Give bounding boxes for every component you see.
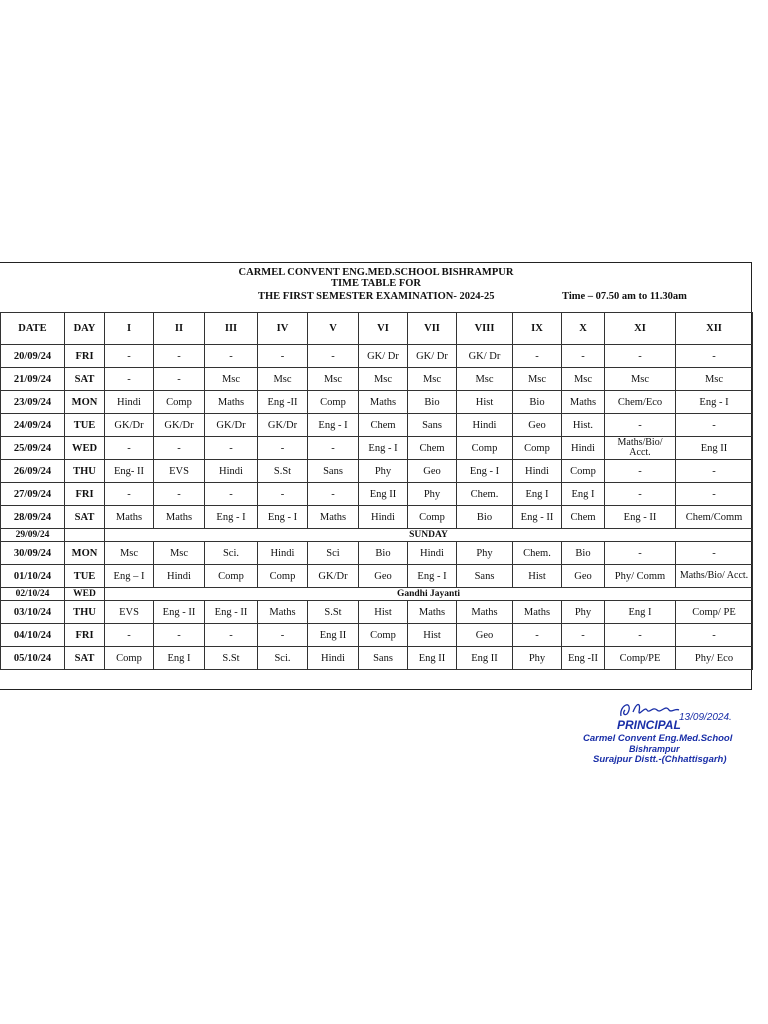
subject-cell: Eng - I <box>457 460 513 483</box>
date-cell: 26/09/24 <box>1 460 65 483</box>
subject-cell: Geo <box>408 460 457 483</box>
subject-cell: - <box>154 437 205 460</box>
column-header: IX <box>513 313 562 345</box>
subject-cell: - <box>308 483 359 506</box>
subject-cell: Phy <box>457 542 513 565</box>
subject-cell: S.St <box>205 647 258 670</box>
subject-cell: - <box>676 460 753 483</box>
subject-cell: - <box>605 542 676 565</box>
subject-cell: Sci. <box>258 647 308 670</box>
day-cell: TUE <box>65 414 105 437</box>
timetable-sheet <box>0 262 752 690</box>
subject-cell: Phy <box>359 460 408 483</box>
subject-cell: Msc <box>258 368 308 391</box>
subject-cell: - <box>258 483 308 506</box>
day-cell <box>65 529 105 542</box>
table-row <box>1 368 753 391</box>
subject-cell: Eng - II <box>513 506 562 529</box>
subject-cell: - <box>308 437 359 460</box>
column-header: VI <box>359 313 408 345</box>
subject-cell: Eng II <box>457 647 513 670</box>
date-cell: 20/09/24 <box>1 345 65 368</box>
subject-cell: S.St <box>308 601 359 624</box>
day-cell: FRI <box>65 483 105 506</box>
subject-cell: Msc <box>605 368 676 391</box>
subject-cell: - <box>605 460 676 483</box>
table-row <box>1 565 753 588</box>
subject-cell: Msc <box>154 542 205 565</box>
subject-cell: - <box>605 345 676 368</box>
subject-cell: Geo <box>457 624 513 647</box>
holiday-label: SUNDAY <box>105 529 753 542</box>
subject-cell: Eng I <box>154 647 205 670</box>
stamp-district: Surajpur Distt.-(Chhattisgarh) <box>593 754 727 765</box>
subject-cell: Hist <box>359 601 408 624</box>
subject-cell: - <box>605 624 676 647</box>
subject-cell: Msc <box>408 368 457 391</box>
subject-cell: Hist <box>513 565 562 588</box>
timetable-body <box>1 345 753 670</box>
subject-cell: GK/Dr <box>154 414 205 437</box>
subject-cell: Eng I <box>562 483 605 506</box>
stamp-place: Bishrampur <box>629 744 680 754</box>
subject-cell: Sci <box>308 542 359 565</box>
subject-cell: GK/ Dr <box>408 345 457 368</box>
subject-cell: Phy <box>562 601 605 624</box>
subject-cell: Bio <box>408 391 457 414</box>
day-cell: WED <box>65 588 105 601</box>
subject-cell: Chem. <box>457 483 513 506</box>
subject-cell: Chem <box>408 437 457 460</box>
subject-cell: Comp <box>457 437 513 460</box>
column-header: VIII <box>457 313 513 345</box>
subject-cell: Eng -II <box>258 391 308 414</box>
subject-cell: Bio <box>457 506 513 529</box>
subject-cell: - <box>105 624 154 647</box>
principal-title: PRINCIPAL <box>617 718 681 732</box>
subject-cell: Maths <box>258 601 308 624</box>
subject-cell: - <box>676 624 753 647</box>
timetable-subtitle: TIME TABLE FOR <box>330 278 422 289</box>
subject-cell: Comp <box>258 565 308 588</box>
header-row <box>1 313 753 345</box>
subject-cell: Hindi <box>205 460 258 483</box>
day-cell: SAT <box>65 647 105 670</box>
subject-cell: Hindi <box>154 565 205 588</box>
signature-date: 13/09/2024. <box>679 712 732 723</box>
subject-cell: - <box>676 542 753 565</box>
subject-cell: Comp <box>562 460 605 483</box>
subject-cell: - <box>258 624 308 647</box>
subject-cell: Comp/PE <box>605 647 676 670</box>
subject-cell: Msc <box>105 542 154 565</box>
day-cell: THU <box>65 460 105 483</box>
subject-cell: Eng - I <box>205 506 258 529</box>
subject-cell: Eng - I <box>676 391 753 414</box>
subject-cell: Bio <box>359 542 408 565</box>
subject-cell: - <box>105 368 154 391</box>
subject-cell: Geo <box>359 565 408 588</box>
subject-cell: Msc <box>676 368 753 391</box>
subject-cell: Maths <box>457 601 513 624</box>
holiday-row <box>1 529 753 542</box>
subject-cell: - <box>154 624 205 647</box>
date-cell: 04/10/24 <box>1 624 65 647</box>
day-cell: FRI <box>65 345 105 368</box>
subject-cell: Chem <box>359 414 408 437</box>
date-cell: 03/10/24 <box>1 601 65 624</box>
subject-cell: Eng - II <box>154 601 205 624</box>
column-header: XII <box>676 313 753 345</box>
subject-cell: Eng I <box>605 601 676 624</box>
subject-cell: - <box>205 483 258 506</box>
subject-cell: GK/Dr <box>105 414 154 437</box>
subject-cell: Maths <box>408 601 457 624</box>
subject-cell: - <box>605 483 676 506</box>
subject-cell: Bio <box>513 391 562 414</box>
subject-cell: - <box>205 345 258 368</box>
table-row <box>1 460 753 483</box>
subject-cell: GK/Dr <box>308 565 359 588</box>
day-cell: WED <box>65 437 105 460</box>
date-cell: 02/10/24 <box>1 588 65 601</box>
subject-cell: Phy/ Eco <box>676 647 753 670</box>
table-row <box>1 414 753 437</box>
subject-cell: - <box>154 345 205 368</box>
table-row <box>1 601 753 624</box>
subject-cell: Geo <box>562 565 605 588</box>
date-cell: 27/09/24 <box>1 483 65 506</box>
subject-cell: Maths/Bio/ Acct. <box>605 437 676 460</box>
subject-cell: Sci. <box>205 542 258 565</box>
subject-cell: Sans <box>408 414 457 437</box>
subject-cell: Comp <box>105 647 154 670</box>
subject-cell: Chem/Comm <box>676 506 753 529</box>
subject-cell: Eng II <box>308 624 359 647</box>
day-cell: THU <box>65 601 105 624</box>
subject-cell: Hindi <box>359 506 408 529</box>
subject-cell: Hindi <box>258 542 308 565</box>
subject-cell: Eng - I <box>359 437 408 460</box>
date-cell: 21/09/24 <box>1 368 65 391</box>
subject-cell: - <box>205 437 258 460</box>
subject-cell: Msc <box>359 368 408 391</box>
subject-cell: Comp <box>308 391 359 414</box>
subject-cell: Sans <box>457 565 513 588</box>
column-header: IV <box>258 313 308 345</box>
date-cell: 28/09/24 <box>1 506 65 529</box>
subject-cell: Phy <box>408 483 457 506</box>
holiday-label: Gandhi Jayanti <box>105 588 753 601</box>
column-header: V <box>308 313 359 345</box>
day-cell: TUE <box>65 565 105 588</box>
subject-cell: - <box>154 483 205 506</box>
subject-cell: - <box>605 414 676 437</box>
table-row <box>1 542 753 565</box>
exam-time: Time – 07.50 am to 11.30am <box>562 291 687 302</box>
subject-cell: Comp <box>408 506 457 529</box>
subject-cell: - <box>676 345 753 368</box>
subject-cell: - <box>205 624 258 647</box>
stamp-school: Carmel Convent Eng.Med.School <box>583 733 733 744</box>
date-cell: 30/09/24 <box>1 542 65 565</box>
subject-cell: Maths <box>308 506 359 529</box>
subject-cell: Chem/Eco <box>605 391 676 414</box>
subject-cell: Comp <box>205 565 258 588</box>
subject-cell: Maths <box>105 506 154 529</box>
day-cell: MON <box>65 542 105 565</box>
subject-cell: - <box>676 483 753 506</box>
subject-cell: Sans <box>359 647 408 670</box>
date-cell: 01/10/24 <box>1 565 65 588</box>
subject-cell: Maths <box>154 506 205 529</box>
subject-cell: - <box>513 624 562 647</box>
subject-cell: GK/Dr <box>205 414 258 437</box>
subject-cell: Eng - I <box>308 414 359 437</box>
column-header: III <box>205 313 258 345</box>
column-header: I <box>105 313 154 345</box>
subject-cell: Hindi <box>513 460 562 483</box>
subject-cell: Eng - II <box>205 601 258 624</box>
subject-cell: S.St <box>258 460 308 483</box>
subject-cell: Hindi <box>562 437 605 460</box>
subject-cell: - <box>308 345 359 368</box>
subject-cell: Eng II <box>359 483 408 506</box>
subject-cell: Maths <box>205 391 258 414</box>
column-header: DAY <box>65 313 105 345</box>
day-cell: SAT <box>65 368 105 391</box>
column-header: VII <box>408 313 457 345</box>
table-row <box>1 483 753 506</box>
subject-cell: EVS <box>154 460 205 483</box>
subject-cell: - <box>154 368 205 391</box>
date-cell: 24/09/24 <box>1 414 65 437</box>
subject-cell: Eng – I <box>105 565 154 588</box>
subject-cell: Phy/ Comm <box>605 565 676 588</box>
subject-cell: Msc <box>513 368 562 391</box>
table-row <box>1 647 753 670</box>
subject-cell: GK/ Dr <box>457 345 513 368</box>
subject-cell: Eng -II <box>562 647 605 670</box>
column-header: X <box>562 313 605 345</box>
subject-cell: Hindi <box>457 414 513 437</box>
date-cell: 29/09/24 <box>1 529 65 542</box>
subject-cell: Sans <box>308 460 359 483</box>
subject-cell: Eng - I <box>408 565 457 588</box>
column-header: DATE <box>1 313 65 345</box>
subject-cell: - <box>105 483 154 506</box>
subject-cell: Eng II <box>676 437 753 460</box>
table-row <box>1 437 753 460</box>
table-row <box>1 506 753 529</box>
subject-cell: Geo <box>513 414 562 437</box>
subject-cell: Comp <box>154 391 205 414</box>
table-row <box>1 624 753 647</box>
subject-cell: EVS <box>105 601 154 624</box>
subject-cell: Eng - I <box>258 506 308 529</box>
subject-cell: Msc <box>562 368 605 391</box>
subject-cell: Eng- II <box>105 460 154 483</box>
holiday-row <box>1 588 753 601</box>
column-header: XI <box>605 313 676 345</box>
subject-cell: Chem <box>562 506 605 529</box>
subject-cell: Hist. <box>562 414 605 437</box>
subject-cell: Eng I <box>513 483 562 506</box>
subject-cell: Hindi <box>408 542 457 565</box>
subject-cell: - <box>562 624 605 647</box>
subject-cell: Hist <box>457 391 513 414</box>
subject-cell: Maths <box>359 391 408 414</box>
subject-cell: Hist <box>408 624 457 647</box>
subject-cell: Phy <box>513 647 562 670</box>
subject-cell: - <box>258 345 308 368</box>
subject-cell: Eng - II <box>605 506 676 529</box>
subject-cell: Chem. <box>513 542 562 565</box>
subject-cell: Maths <box>562 391 605 414</box>
school-name: CARMEL CONVENT ENG.MED.SCHOOL BISHRAMPUR <box>238 267 514 278</box>
subject-cell: Comp <box>359 624 408 647</box>
subject-cell: Maths/Bio/ Acct. <box>676 565 753 588</box>
subject-cell: Hindi <box>105 391 154 414</box>
day-cell: MON <box>65 391 105 414</box>
subject-cell: - <box>105 345 154 368</box>
subject-cell: - <box>513 345 562 368</box>
subject-cell: Msc <box>308 368 359 391</box>
timetable-header <box>0 265 752 315</box>
subject-cell: Maths <box>513 601 562 624</box>
subject-cell: Bio <box>562 542 605 565</box>
date-cell: 05/10/24 <box>1 647 65 670</box>
timetable <box>0 312 753 670</box>
day-cell: FRI <box>65 624 105 647</box>
subject-cell: Comp <box>513 437 562 460</box>
day-cell: SAT <box>65 506 105 529</box>
subject-cell: - <box>105 437 154 460</box>
table-row <box>1 345 753 368</box>
subject-cell: - <box>258 437 308 460</box>
table-row <box>1 391 753 414</box>
subject-cell: Hindi <box>308 647 359 670</box>
subject-cell: Eng II <box>408 647 457 670</box>
exam-title: THE FIRST SEMESTER EXAMINATION- 2024-25 <box>258 291 495 302</box>
subject-cell: - <box>676 414 753 437</box>
principal-signature-block <box>583 698 763 768</box>
subject-cell: Comp/ PE <box>676 601 753 624</box>
subject-cell: GK/ Dr <box>359 345 408 368</box>
subject-cell: GK/Dr <box>258 414 308 437</box>
subject-cell: - <box>562 345 605 368</box>
subject-cell: Msc <box>205 368 258 391</box>
date-cell: 25/09/24 <box>1 437 65 460</box>
column-header: II <box>154 313 205 345</box>
date-cell: 23/09/24 <box>1 391 65 414</box>
subject-cell: Msc <box>457 368 513 391</box>
